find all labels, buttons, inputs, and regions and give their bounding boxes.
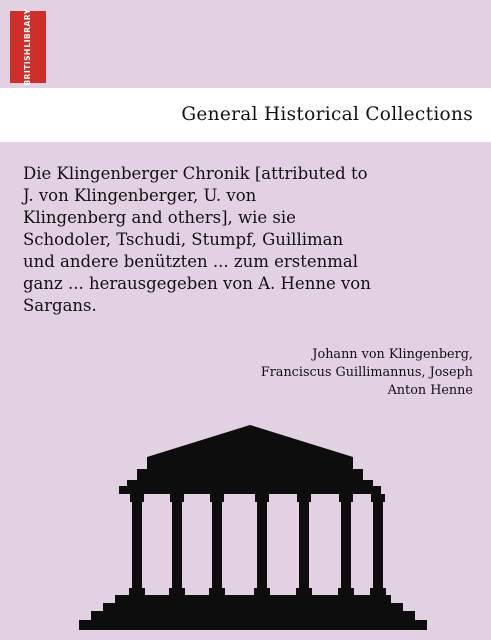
series-band [0,88,491,142]
title-line: ganz ... herausgegeben von A. Henne von [23,274,371,293]
title-line: Schodoler, Tschudi, Stumpf, Guilliman [23,230,344,249]
book-title [23,163,473,317]
series-title: General Historical Collections [181,104,473,125]
author-line: Franciscus Guillimannus, Joseph [260,365,473,380]
title-line: Die Klingenberger Chronik [attributed to [23,164,368,183]
classical-temple-icon [55,425,445,635]
title-line: und andere benützten ... zum erstenmal [23,252,359,271]
logo-wordmark [24,8,32,86]
logo-line: BRITISH [23,48,33,86]
title-line: Sargans. [23,296,97,315]
author-line: Johann von Klingenberg, [312,347,473,362]
logo-line: LIBRARY [23,8,33,48]
title-line: J. von Klingenberger, U. von [23,186,257,205]
author-line: Anton Henne [387,383,473,398]
british-library-logo [10,8,46,86]
author-block [261,346,473,400]
title-line: Klingenberg and others], wie sie [23,208,296,227]
